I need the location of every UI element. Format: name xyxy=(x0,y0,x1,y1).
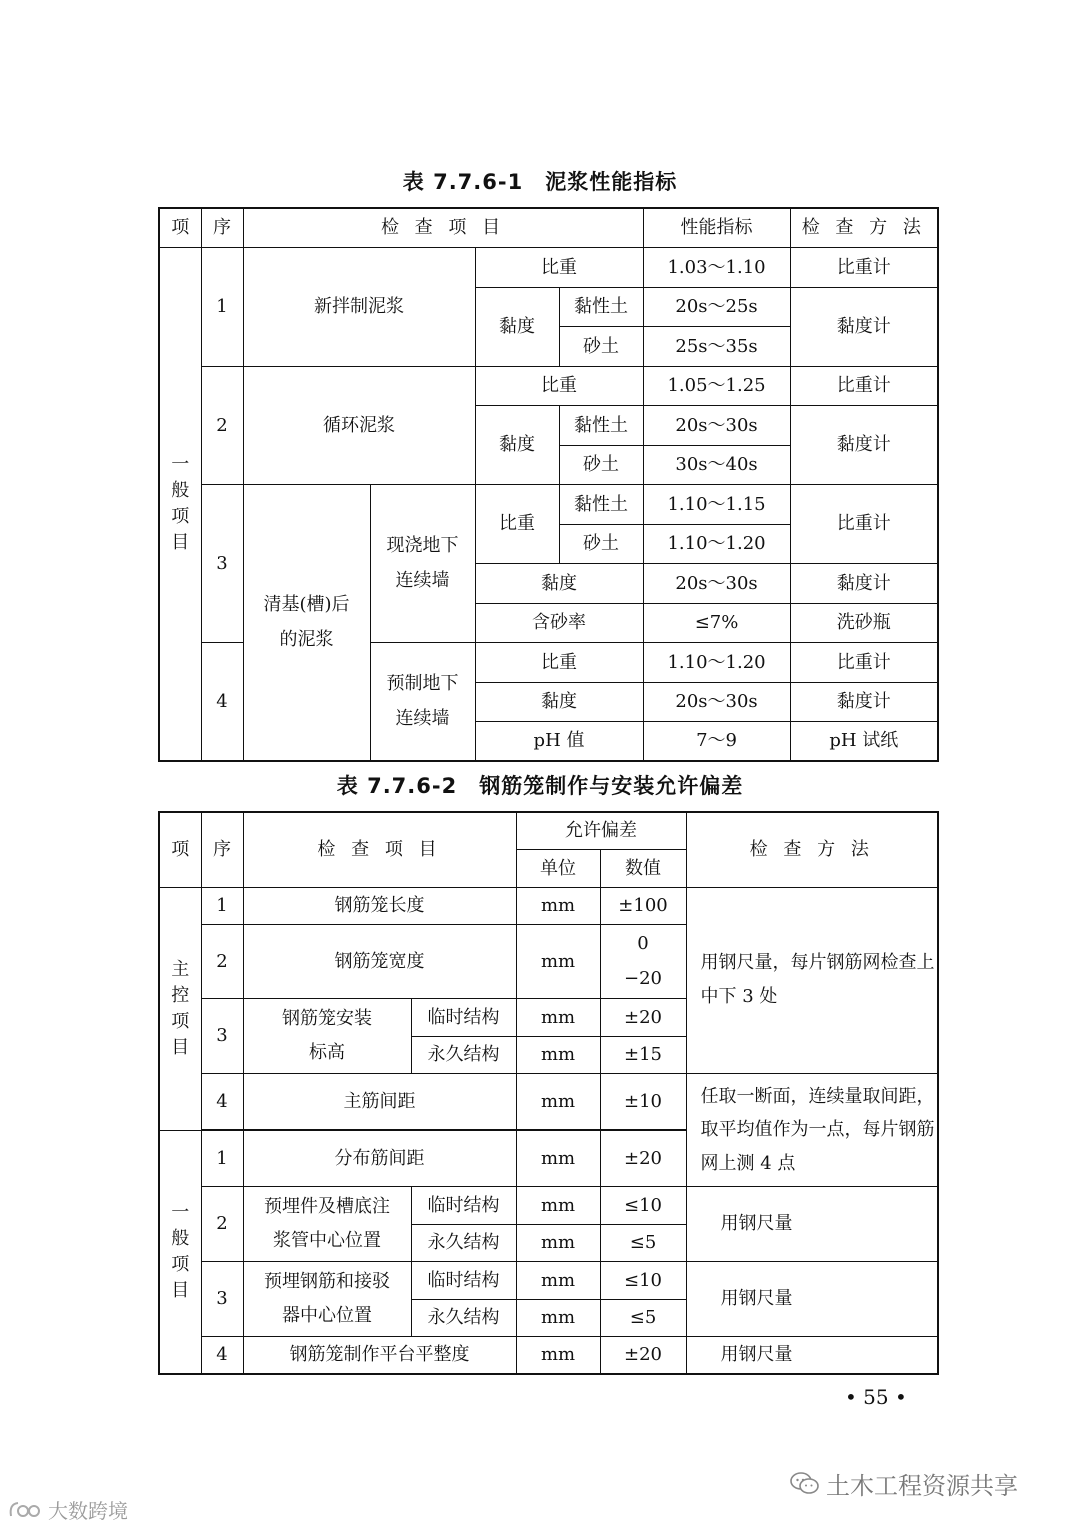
unit-cell: mm xyxy=(516,1074,600,1130)
header-indicator: 性能指标 xyxy=(643,208,790,248)
table-header-row xyxy=(159,812,938,850)
param-label: 黏度 xyxy=(475,406,559,485)
seq-cell: 1 xyxy=(201,887,243,925)
seq-cell: 2 xyxy=(201,925,243,999)
header-check-item: 检 查 项 目 xyxy=(243,208,643,248)
method-cell: 比重计 xyxy=(790,643,938,683)
method-cell: 比重计 xyxy=(790,485,938,564)
value-cell: ±15 xyxy=(600,1036,686,1074)
value-cell: ±10 xyxy=(600,1074,686,1130)
category-label: 主控项目 xyxy=(171,958,190,1058)
brand-logo-icon xyxy=(8,1500,42,1525)
sub-name-label: 现浇地下连续墙 xyxy=(386,535,459,591)
method-cell: 用钢尺量 xyxy=(686,1337,938,1375)
unit-cell: mm xyxy=(516,1131,600,1187)
value-cell: ±100 xyxy=(600,887,686,925)
header-method: 检 查 方 法 xyxy=(790,208,938,248)
structure-label: 永久结构 xyxy=(411,1224,516,1262)
value-cell: 1.05～1.25 xyxy=(643,366,790,406)
method-cell: 用钢尺量，每片钢筋网检查上中下 3 处 xyxy=(686,887,938,1074)
value-cell: 20s～30s xyxy=(643,564,790,604)
wechat-icon xyxy=(790,1471,820,1503)
page-number: • 55 • xyxy=(845,1385,907,1409)
rebar-cage-tolerance-table xyxy=(158,811,939,1375)
value-cell: 20s～25s xyxy=(643,287,790,327)
category-cell xyxy=(159,887,201,1131)
seq-cell: 2 xyxy=(201,1187,243,1262)
item-name-cell: 循环泥浆 xyxy=(243,366,475,485)
header-method: 检 查 方 法 xyxy=(686,812,938,887)
value-cell: 1.10～1.20 xyxy=(643,524,790,564)
value-cell: ±20 xyxy=(600,999,686,1037)
value-bottom: −20 xyxy=(624,967,663,989)
item-name-cell xyxy=(243,1262,411,1337)
param-label: pH 值 xyxy=(475,722,643,762)
watermark-right xyxy=(790,1466,1018,1503)
unit-cell: mm xyxy=(516,1299,600,1337)
value-cell: ±20 xyxy=(600,1131,686,1187)
watermark-right-text: 土木工程资源共享 xyxy=(826,1472,1018,1500)
group-name-cell xyxy=(243,485,370,762)
method-cell: 黏度计 xyxy=(790,406,938,485)
param-label: 比重 xyxy=(475,485,559,564)
item-name-cell xyxy=(243,1187,411,1262)
watermark-left-text: 大数跨境 xyxy=(48,1499,128,1523)
seq-cell: 1 xyxy=(201,1131,243,1187)
seq-cell: 3 xyxy=(201,1262,243,1337)
method-cell: 用钢尺量 xyxy=(686,1187,938,1262)
table-row xyxy=(159,887,938,925)
seq-cell: 2 xyxy=(201,366,243,485)
value-cell: 20s～30s xyxy=(643,682,790,722)
table-header-row xyxy=(159,208,938,248)
seq-cell: 1 xyxy=(201,248,243,367)
value-cell: 1.10～1.20 xyxy=(643,643,790,683)
method-cell: 黏度计 xyxy=(790,564,938,604)
value-top: 0 xyxy=(637,933,649,955)
header-check-item: 检 查 项 目 xyxy=(243,812,516,887)
seq-cell: 4 xyxy=(201,643,243,762)
item-name-cell: 钢筋笼制作平台平整度 xyxy=(243,1337,516,1375)
item-name-cell: 新拌制泥浆 xyxy=(243,248,475,367)
value-cell: ≤10 xyxy=(600,1262,686,1300)
structure-label: 永久结构 xyxy=(411,1036,516,1074)
table-row xyxy=(159,366,938,406)
soil-label: 砂土 xyxy=(559,524,643,564)
param-label: 比重 xyxy=(475,248,643,288)
header-seq: 序 xyxy=(201,812,243,887)
category-label: 一般项目 xyxy=(171,453,190,554)
soil-label: 砂土 xyxy=(559,445,643,485)
item-name-label: 预埋钢筋和接驳器中心位置 xyxy=(264,1270,390,1326)
header-value: 数值 xyxy=(600,850,686,888)
method-cell: 比重计 xyxy=(790,366,938,406)
param-label: 黏度 xyxy=(475,564,643,604)
value-cell: 7～9 xyxy=(643,722,790,762)
table-row xyxy=(159,248,938,288)
sub-name-label: 预制地下连续墙 xyxy=(386,673,459,729)
param-label: 含砂率 xyxy=(475,603,643,643)
table-row xyxy=(159,1337,938,1375)
value-cell: ≤7% xyxy=(643,603,790,643)
seq-cell: 3 xyxy=(201,485,243,643)
soil-label: 黏性土 xyxy=(559,485,643,525)
unit-cell: mm xyxy=(516,999,600,1037)
method-cell: 黏度计 xyxy=(790,682,938,722)
soil-label: 砂土 xyxy=(559,327,643,367)
value-cell xyxy=(600,925,686,999)
unit-cell: mm xyxy=(516,1337,600,1375)
sub-name-cell xyxy=(370,485,475,643)
category-cell xyxy=(159,1131,201,1375)
value-cell: 1.10～1.15 xyxy=(643,485,790,525)
method-cell: 比重计 xyxy=(790,248,938,288)
table-row xyxy=(159,1187,938,1225)
param-label: 比重 xyxy=(475,643,643,683)
method-cell: pH 试纸 xyxy=(790,722,938,762)
param-label: 黏度 xyxy=(475,287,559,366)
category-label: 一般项目 xyxy=(171,1201,190,1302)
sub-name-cell xyxy=(370,643,475,762)
item-name-cell xyxy=(243,999,411,1074)
table-row xyxy=(159,485,938,525)
structure-label: 临时结构 xyxy=(411,1187,516,1225)
param-label: 黏度 xyxy=(475,682,643,722)
value-cell: ≤5 xyxy=(600,1299,686,1337)
header-unit: 单位 xyxy=(516,850,600,888)
item-name-cell: 钢筋笼宽度 xyxy=(243,925,516,999)
header-seq: 序 xyxy=(201,208,243,248)
method-cell: 任取一断面，连续量取间距，取平均值作为一点，每片钢筋网上测 4 点 xyxy=(686,1074,938,1187)
item-name-label: 钢筋笼安装标高 xyxy=(282,1007,372,1063)
seq-cell: 3 xyxy=(201,999,243,1074)
seq-cell: 4 xyxy=(201,1074,243,1130)
unit-cell: mm xyxy=(516,1036,600,1074)
unit-cell: mm xyxy=(516,1224,600,1262)
value-cell: ≤5 xyxy=(600,1224,686,1262)
header-item: 项 xyxy=(159,812,201,887)
value-cell: 30s～40s xyxy=(643,445,790,485)
category-cell xyxy=(159,248,201,762)
value-cell: ±20 xyxy=(600,1337,686,1375)
soil-label: 黏性土 xyxy=(559,406,643,446)
soil-label: 黏性土 xyxy=(559,287,643,327)
item-name-label: 预埋件及槽底注浆管中心位置 xyxy=(264,1195,390,1251)
method-cell: 黏度计 xyxy=(790,287,938,366)
structure-label: 永久结构 xyxy=(411,1299,516,1337)
method-cell: 洗砂瓶 xyxy=(790,603,938,643)
header-item: 项 xyxy=(159,208,201,248)
value-cell: 1.03～1.10 xyxy=(643,248,790,288)
item-name-cell: 钢筋笼长度 xyxy=(243,887,516,925)
unit-cell: mm xyxy=(516,887,600,925)
unit-cell: mm xyxy=(516,925,600,999)
structure-label: 临时结构 xyxy=(411,999,516,1037)
method-cell: 用钢尺量 xyxy=(686,1262,938,1337)
watermark-left xyxy=(8,1495,128,1525)
unit-cell: mm xyxy=(516,1187,600,1225)
structure-label: 临时结构 xyxy=(411,1262,516,1300)
unit-cell: mm xyxy=(516,1262,600,1300)
mud-performance-table xyxy=(158,207,939,762)
item-name-cell: 主筋间距 xyxy=(243,1074,516,1130)
value-cell: 25s～35s xyxy=(643,327,790,367)
table2-title: 表 7.7.6-2 钢筋笼制作与安装允许偏差 xyxy=(336,774,744,798)
table-row xyxy=(159,1074,938,1130)
table1-title: 表 7.7.6-1 泥浆性能指标 xyxy=(402,170,678,194)
table-row xyxy=(159,1262,938,1300)
value-cell: 20s～30s xyxy=(643,406,790,446)
seq-cell: 4 xyxy=(201,1337,243,1375)
param-label: 比重 xyxy=(475,366,643,406)
item-name-cell: 分布筋间距 xyxy=(243,1131,516,1187)
group-name-label: 清基(槽)后的泥浆 xyxy=(263,594,350,650)
header-tolerance: 允许偏差 xyxy=(516,812,686,850)
value-cell: ≤10 xyxy=(600,1187,686,1225)
